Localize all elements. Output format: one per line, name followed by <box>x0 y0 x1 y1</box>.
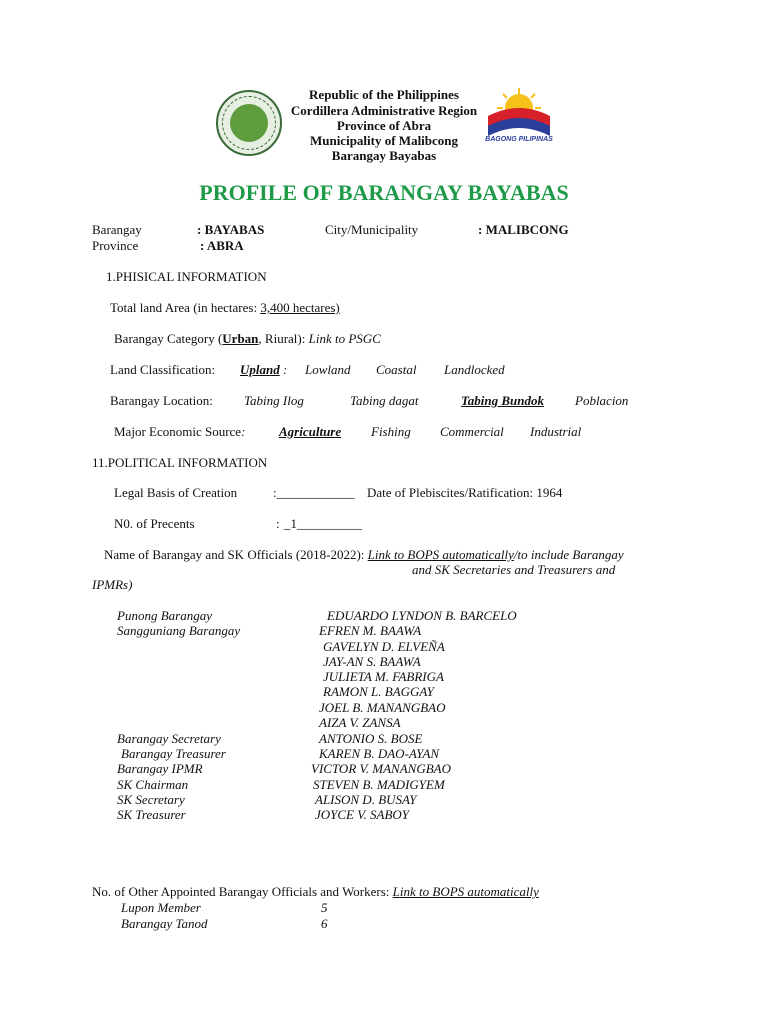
location-poblacion: Poblacion <box>575 393 629 408</box>
official-name: EDUARDO LYNDON B. BARCELO <box>327 608 517 623</box>
precents-value: _1__________ <box>284 516 362 531</box>
official-name: GAVELYN D. ELVEÑA <box>323 639 445 654</box>
official-name: JAY-AN S. BAAWA <box>323 654 421 669</box>
official-position: Barangay Secretary <box>117 731 221 746</box>
precents-label: N0. of Precents <box>114 516 195 531</box>
bagong-pilipinas-label: BAGONG PILIPINAS <box>485 136 553 143</box>
header-line-municipality: Municipality of Malibcong <box>309 133 459 148</box>
official-position: Barangay IPMR <box>117 761 203 776</box>
economic-label: Major Economic Source <box>114 424 242 439</box>
official-name: JOEL B. MANANGBAO <box>319 700 446 715</box>
precents-colon: : <box>276 516 280 531</box>
appointed-count: 6 <box>321 916 328 931</box>
province-value: : ABRA <box>200 238 244 253</box>
category-rest: , Riural): <box>258 331 309 346</box>
category-link[interactable]: Link to PSGC <box>308 331 381 346</box>
official-name: VICTOR V. MANANGBAO <box>311 761 451 776</box>
city-value: : MALIBCONG <box>478 222 569 237</box>
land-area-value: 3,400 hectares) <box>260 300 340 315</box>
land-area-row <box>110 300 340 316</box>
barangay-label: Barangay <box>92 222 142 237</box>
economic-agriculture: Agriculture <box>279 424 342 439</box>
official-name: ANTONIO S. BOSE <box>319 731 423 746</box>
land-classification-label: Land Classification: <box>110 362 216 377</box>
official-name: EFREN M. BAAWA <box>319 623 422 638</box>
economic-industrial: Industrial <box>530 424 582 439</box>
appointed-link[interactable]: Link to BOPS automatically <box>392 884 539 899</box>
economic-fishing: Fishing <box>371 424 411 439</box>
official-name: STEVEN B. MADIGYEM <box>313 777 445 792</box>
official-name: KAREN B. DAO-AYAN <box>319 746 440 761</box>
city-label: City/Municipality <box>325 222 419 237</box>
page-title: PROFILE OF BARANGAY BAYABAS <box>199 180 569 205</box>
header-line-republic: Republic of the Philippines <box>309 87 459 102</box>
plebiscite-date: Date of Plebiscites/Ratification: 1964 <box>367 485 563 500</box>
legal-basis-value: :____________ <box>273 485 355 500</box>
economic-commercial: Commercial <box>440 424 504 439</box>
official-position: SK Chairman <box>117 777 189 792</box>
officials-rest-2: and SK Secretaries and Treasurers and <box>412 562 616 577</box>
province-label: Province <box>92 238 139 253</box>
header-line-barangay: Barangay Bayabas <box>331 148 437 163</box>
official-position: Punong Barangay <box>117 608 212 623</box>
official-name: JOYCE V. SABOY <box>315 807 410 822</box>
official-position: Barangay Treasurer <box>121 746 226 761</box>
landclass-lowland: Lowland <box>305 362 351 377</box>
landclass-coastal: Coastal <box>376 362 417 377</box>
appointed-count: 5 <box>321 900 328 915</box>
official-name: ALISON D. BUSAY <box>315 792 417 807</box>
location-tabing-ilog: Tabing Ilog <box>244 393 304 408</box>
official-name: RAMON L. BAGGAY <box>323 684 434 699</box>
location-tabing-dagat: Tabing dagat <box>350 393 419 408</box>
header-line-province: Province of Abra <box>336 118 432 133</box>
appointed-label: No. of Other Appointed Barangay Officials and Workers: <box>92 884 393 899</box>
landclass-colon: : <box>283 362 288 377</box>
legal-basis-label: Legal Basis of Creation <box>114 485 238 500</box>
category-prefix: Barangay Category ( <box>114 331 223 346</box>
landclass-upland: Upland <box>240 362 280 377</box>
category-urban: Urban <box>222 331 259 346</box>
landclass-landlocked: Landlocked <box>444 362 505 377</box>
land-area-label: Total land Area (in hectares: <box>110 300 261 315</box>
officials-intro-row <box>104 547 624 563</box>
official-name: JULIETA M. FABRIGA <box>323 669 444 684</box>
appointed-role: Lupon Member <box>121 900 201 915</box>
officials-rest-1: /to include Barangay <box>513 547 624 562</box>
physical-heading: 1.PHISICAL INFORMATION <box>106 269 267 284</box>
official-position: SK Treasurer <box>117 807 186 822</box>
location-label: Barangay Location: <box>110 393 213 408</box>
political-heading: 11.POLITICAL INFORMATION <box>92 455 268 470</box>
official-position: SK Secretary <box>117 792 185 807</box>
appointed-row <box>92 884 539 900</box>
header-line-region: Cordillera Administrative Region <box>290 103 478 118</box>
officials-link[interactable]: Link to BOPS automatically <box>367 547 514 562</box>
economic-colon: : <box>241 424 246 439</box>
category-row <box>114 331 381 347</box>
official-position: Sangguniang Barangay <box>117 623 241 638</box>
location-tabing-bundok: Tabing Bundok <box>461 393 544 408</box>
barangay-value: : BAYABAS <box>197 222 265 237</box>
economic-row <box>114 424 245 440</box>
appointed-role: Barangay Tanod <box>121 916 208 931</box>
official-name: AIZA V. ZANSA <box>319 715 401 730</box>
officials-intro: Name of Barangay and SK Officials (2018-2022): <box>104 547 368 562</box>
officials-rest-3: IPMRs) <box>92 577 133 592</box>
